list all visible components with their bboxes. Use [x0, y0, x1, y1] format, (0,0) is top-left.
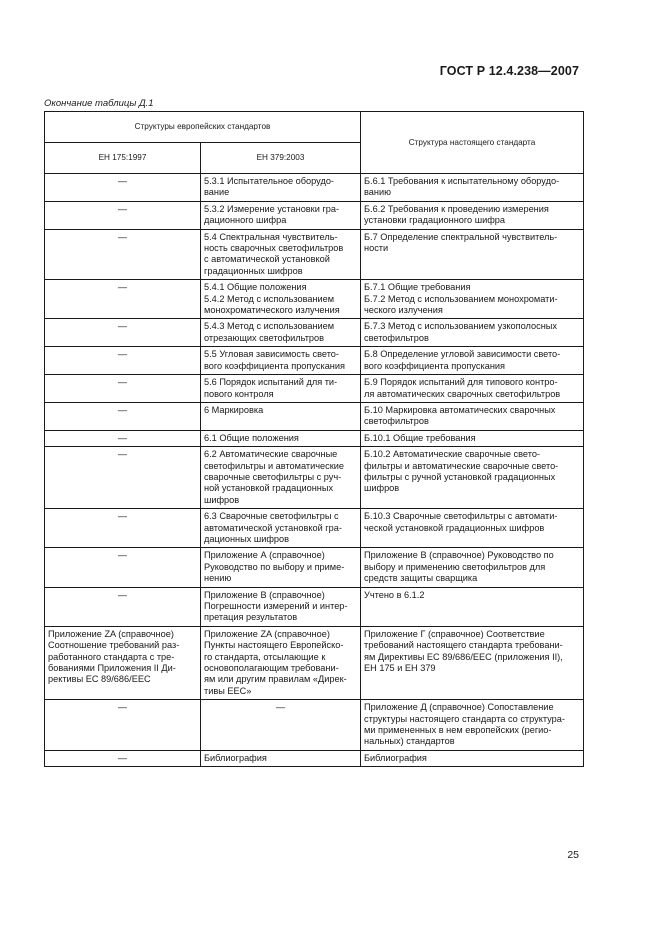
- cell-text-line: пового контроля: [204, 388, 274, 399]
- header-en175: ЕН 175:1997: [45, 143, 201, 174]
- cell-text-line: 5.4.3 Метод с использованием: [204, 321, 335, 332]
- cell-text-line: средств защиты сварщика: [364, 573, 478, 584]
- cell-text-line: светофильтров: [364, 416, 429, 427]
- cell-text-line: Б.8 Определение угловой зависимости свето-: [364, 349, 561, 360]
- cell-text-line: —: [117, 511, 128, 522]
- cell-text-line: Приложение ZA (справочное): [204, 628, 330, 639]
- cell-text-line: Б.7.1 Общие требования: [364, 282, 471, 293]
- table-row: [45, 319, 584, 347]
- cell-text-line: выбору и применению светофильтров для: [364, 561, 546, 572]
- cell-text-line: шифров: [204, 494, 240, 505]
- cell-text-line: дационных шифров: [204, 533, 290, 544]
- cell-this-standard: [361, 280, 584, 319]
- cell-text-line: светофильтры и автоматические: [204, 460, 344, 471]
- cell-en379: [201, 430, 361, 446]
- cell-text-line: ям или другим правилам «Дирек-: [204, 674, 347, 685]
- table-row: [45, 402, 584, 430]
- header-en379: ЕН 379:2003: [201, 143, 361, 174]
- cell-this-standard: [361, 229, 584, 280]
- cell-text-line: установки градационного шифра: [364, 215, 505, 226]
- cell-text-line: вание: [204, 187, 230, 198]
- cell-text-line: —: [117, 589, 128, 600]
- cell-text-line: фильтры и автоматические сварочные свето-: [364, 460, 559, 471]
- cell-text-line: 5.6 Порядок испытаний для ти-: [204, 377, 338, 388]
- cell-text-line: 6 Маркировка: [204, 404, 264, 415]
- cell-text-line: Приложение А (справочное): [204, 550, 325, 561]
- table-row: [45, 548, 584, 587]
- cell-en379: [201, 447, 361, 509]
- table-row: [45, 700, 584, 751]
- cell-text-line: Библиография: [364, 752, 427, 763]
- cell-this-standard: [361, 347, 584, 375]
- table-row: [45, 375, 584, 403]
- cell-en379: [201, 347, 361, 375]
- cell-en175: [45, 750, 201, 766]
- header-this-standard: Структура настоящего стандарта: [361, 112, 584, 174]
- cell-text-line: дационного шифра: [204, 215, 287, 226]
- cell-en379: [201, 548, 361, 587]
- cell-text-line: Приложение В (справочное) Руководство по: [364, 550, 554, 561]
- cell-text-line: работанного стандарта с тре-: [48, 651, 175, 662]
- cell-en175: [45, 229, 201, 280]
- cell-text-line: —: [117, 752, 128, 763]
- cell-en379: [201, 750, 361, 766]
- cell-text-line: —: [275, 702, 286, 713]
- cell-text-line: шифров: [364, 483, 400, 494]
- cell-text-line: Руководство по выбору и приме-: [204, 561, 345, 572]
- cell-this-standard: [361, 375, 584, 403]
- cell-text-line: бованиями Приложения II Ди-: [48, 663, 176, 674]
- cell-text-line: 6.2 Автоматические сварочные: [204, 449, 338, 460]
- cell-text-line: Б.6.1 Требования к испытательному оборудо-: [364, 176, 560, 186]
- cell-en379: [201, 229, 361, 280]
- table-row: [45, 509, 584, 548]
- cell-en175: [45, 626, 201, 699]
- cell-text-line: тивы ЕЕС»: [204, 685, 252, 696]
- cell-text-line: автоматической установкой гра-: [204, 522, 342, 533]
- cell-text-line: 5.4.2 Метод с использованием: [204, 293, 335, 304]
- cell-text-line: нению: [204, 573, 232, 584]
- cell-text-line: —: [117, 449, 128, 460]
- table-row: [45, 280, 584, 319]
- cell-text-line: Б.9 Порядок испытаний для типового контро-: [364, 377, 558, 388]
- cell-text-line: ности: [364, 243, 389, 254]
- table-row: [45, 229, 584, 280]
- cell-text-line: Приложение Д (справочное) Сопоставление: [364, 702, 554, 713]
- cell-text-line: Б.6.2 Требования к проведению измерения: [364, 203, 549, 214]
- cell-this-standard: [361, 319, 584, 347]
- cell-text-line: —: [117, 231, 128, 242]
- cell-this-standard: [361, 548, 584, 587]
- cell-en175: [45, 201, 201, 229]
- cell-text-line: 5.4.1 Общие положения: [204, 282, 307, 293]
- cell-en175: [45, 430, 201, 446]
- cell-text-line: Соотношение требований раз-: [48, 640, 180, 651]
- cell-en175: [45, 375, 201, 403]
- table-row: [45, 347, 584, 375]
- cell-en175: [45, 587, 201, 626]
- cell-text-line: вого коэффициента пропускания: [204, 360, 345, 371]
- cell-text-line: требований настоящего стандарта требовани-: [364, 640, 563, 651]
- cell-text-line: ля автоматических сварочных светофильтров: [364, 388, 561, 399]
- cell-text-line: —: [117, 404, 128, 415]
- cell-en379: [201, 402, 361, 430]
- cell-en379: [201, 700, 361, 751]
- cell-text-line: ческой установкой градационных шифров: [364, 522, 545, 533]
- cell-text-line: Б.10 Маркировка автоматических сварочных: [364, 404, 556, 415]
- cell-en175: [45, 174, 201, 202]
- cell-en175: [45, 347, 201, 375]
- cell-text-line: —: [117, 702, 128, 713]
- cell-text-line: ность сварочных светофильтров: [204, 243, 344, 254]
- cell-this-standard: [361, 174, 584, 202]
- cell-text-line: основополагающим требовани-: [204, 663, 339, 674]
- cell-en379: [201, 626, 361, 699]
- cell-text-line: 5.3.1 Испытательное оборудо-: [204, 176, 334, 186]
- cell-en175: [45, 700, 201, 751]
- cell-text-line: ям Директивы ЕС 89/686/ЕЕС (приложения II),: [364, 651, 563, 662]
- cell-text-line: рективы ЕС 89/686/ЕЕС: [48, 674, 151, 685]
- cell-text-line: с автоматической установкой: [204, 254, 330, 265]
- cell-en379: [201, 587, 361, 626]
- cell-text-line: вого коэффициента пропускания: [364, 360, 505, 371]
- cell-en175: [45, 402, 201, 430]
- cell-text-line: —: [117, 282, 128, 293]
- cell-text-line: 5.5 Угловая зависимость свето-: [204, 349, 339, 360]
- cell-text-line: Пункты настоящего Европейско-: [204, 640, 344, 651]
- cell-text-line: структуры настоящего стандарта со структура-: [364, 713, 565, 724]
- cell-this-standard: [361, 587, 584, 626]
- cell-text-line: отрезающих светофильтров: [204, 332, 325, 343]
- cell-en379: [201, 280, 361, 319]
- cell-text-line: —: [117, 176, 128, 186]
- cell-text-line: монохроматического излучения: [204, 305, 340, 316]
- table-row: [45, 587, 584, 626]
- cell-this-standard: [361, 430, 584, 446]
- cell-text-line: ми примененных в нем европейских (регио-: [364, 725, 552, 736]
- cell-text-line: Б.7.3 Метод с использованием узкополосных: [364, 321, 557, 332]
- cell-text-line: сварочные светофильтры с руч-: [204, 471, 342, 482]
- table-row: [45, 626, 584, 699]
- cell-this-standard: [361, 447, 584, 509]
- cell-this-standard: [361, 201, 584, 229]
- cell-text-line: ЕН 175 и ЕН 379: [364, 663, 436, 674]
- cell-text-line: фильтры с ручной установкой градационных: [364, 471, 556, 482]
- cell-en379: [201, 375, 361, 403]
- cell-en175: [45, 509, 201, 548]
- table-row: [45, 447, 584, 509]
- cell-text-line: Приложение В (справочное): [204, 589, 325, 600]
- cell-text-line: —: [117, 349, 128, 360]
- cell-en379: [201, 174, 361, 202]
- table-row: [45, 201, 584, 229]
- cell-text-line: Погрешности измерений и интер-: [204, 601, 348, 611]
- table-caption: Окончание таблицы Д.1: [44, 98, 154, 109]
- cell-text-line: —: [117, 550, 128, 561]
- cell-text-line: претация результатов: [204, 612, 298, 623]
- cell-en379: [201, 201, 361, 229]
- cell-text-line: 5.3.2 Измерение установки гра-: [204, 203, 340, 214]
- cell-text-line: 5.4 Спектральная чувствитель-: [204, 231, 338, 242]
- cell-en175: [45, 280, 201, 319]
- cell-text-line: Б.10.3 Сварочные светофильтры с автомати-: [364, 511, 558, 522]
- cell-en379: [201, 509, 361, 548]
- cell-this-standard: [361, 626, 584, 699]
- cell-en175: [45, 447, 201, 509]
- page-number: 25: [567, 849, 579, 861]
- cell-this-standard: [361, 402, 584, 430]
- cell-text-line: Б.10.2 Автоматические сварочные свето-: [364, 449, 540, 460]
- cell-text-line: светофильтров: [364, 332, 429, 343]
- cell-text-line: —: [117, 377, 128, 388]
- cell-text-line: Б.10.1 Общие требования: [364, 432, 476, 443]
- cell-text-line: нальных) стандартов: [364, 736, 455, 747]
- cell-text-line: —: [117, 321, 128, 332]
- cell-text-line: Учтено в 6.1.2: [364, 589, 425, 600]
- cell-text-line: —: [117, 432, 128, 443]
- structure-comparison-table: [44, 111, 584, 767]
- cell-text-line: ванию: [364, 187, 391, 198]
- cell-text-line: Приложение ZA (справочное): [48, 628, 174, 639]
- cell-this-standard: [361, 700, 584, 751]
- cell-en175: [45, 548, 201, 587]
- table-row: [45, 430, 584, 446]
- table-row: [45, 750, 584, 766]
- cell-en175: [45, 319, 201, 347]
- cell-text-line: Б.7.2 Метод с использованием монохромати-: [364, 293, 558, 304]
- cell-text-line: Б.7 Определение спектральной чувствитель-: [364, 231, 558, 242]
- cell-text-line: 6.3 Сварочные светофильтры с: [204, 511, 339, 522]
- document-header-standard: ГОСТ Р 12.4.238—2007: [439, 64, 579, 78]
- table-row: [45, 174, 584, 202]
- cell-en379: [201, 319, 361, 347]
- cell-text-line: —: [117, 203, 128, 214]
- cell-text-line: ческого излучения: [364, 305, 443, 316]
- cell-this-standard: [361, 509, 584, 548]
- cell-this-standard: [361, 750, 584, 766]
- cell-text-line: Приложение Г (справочное) Соответствие: [364, 628, 545, 639]
- cell-text-line: градационных шифров: [204, 265, 303, 276]
- cell-text-line: 6.1 Общие положения: [204, 432, 299, 443]
- cell-text-line: го стандарта, отсылающие к: [204, 651, 326, 662]
- header-european-standards: Структуры европейских стандартов: [45, 112, 361, 143]
- cell-text-line: Библиография: [204, 752, 267, 763]
- cell-text-line: ной установкой градационных: [204, 483, 334, 494]
